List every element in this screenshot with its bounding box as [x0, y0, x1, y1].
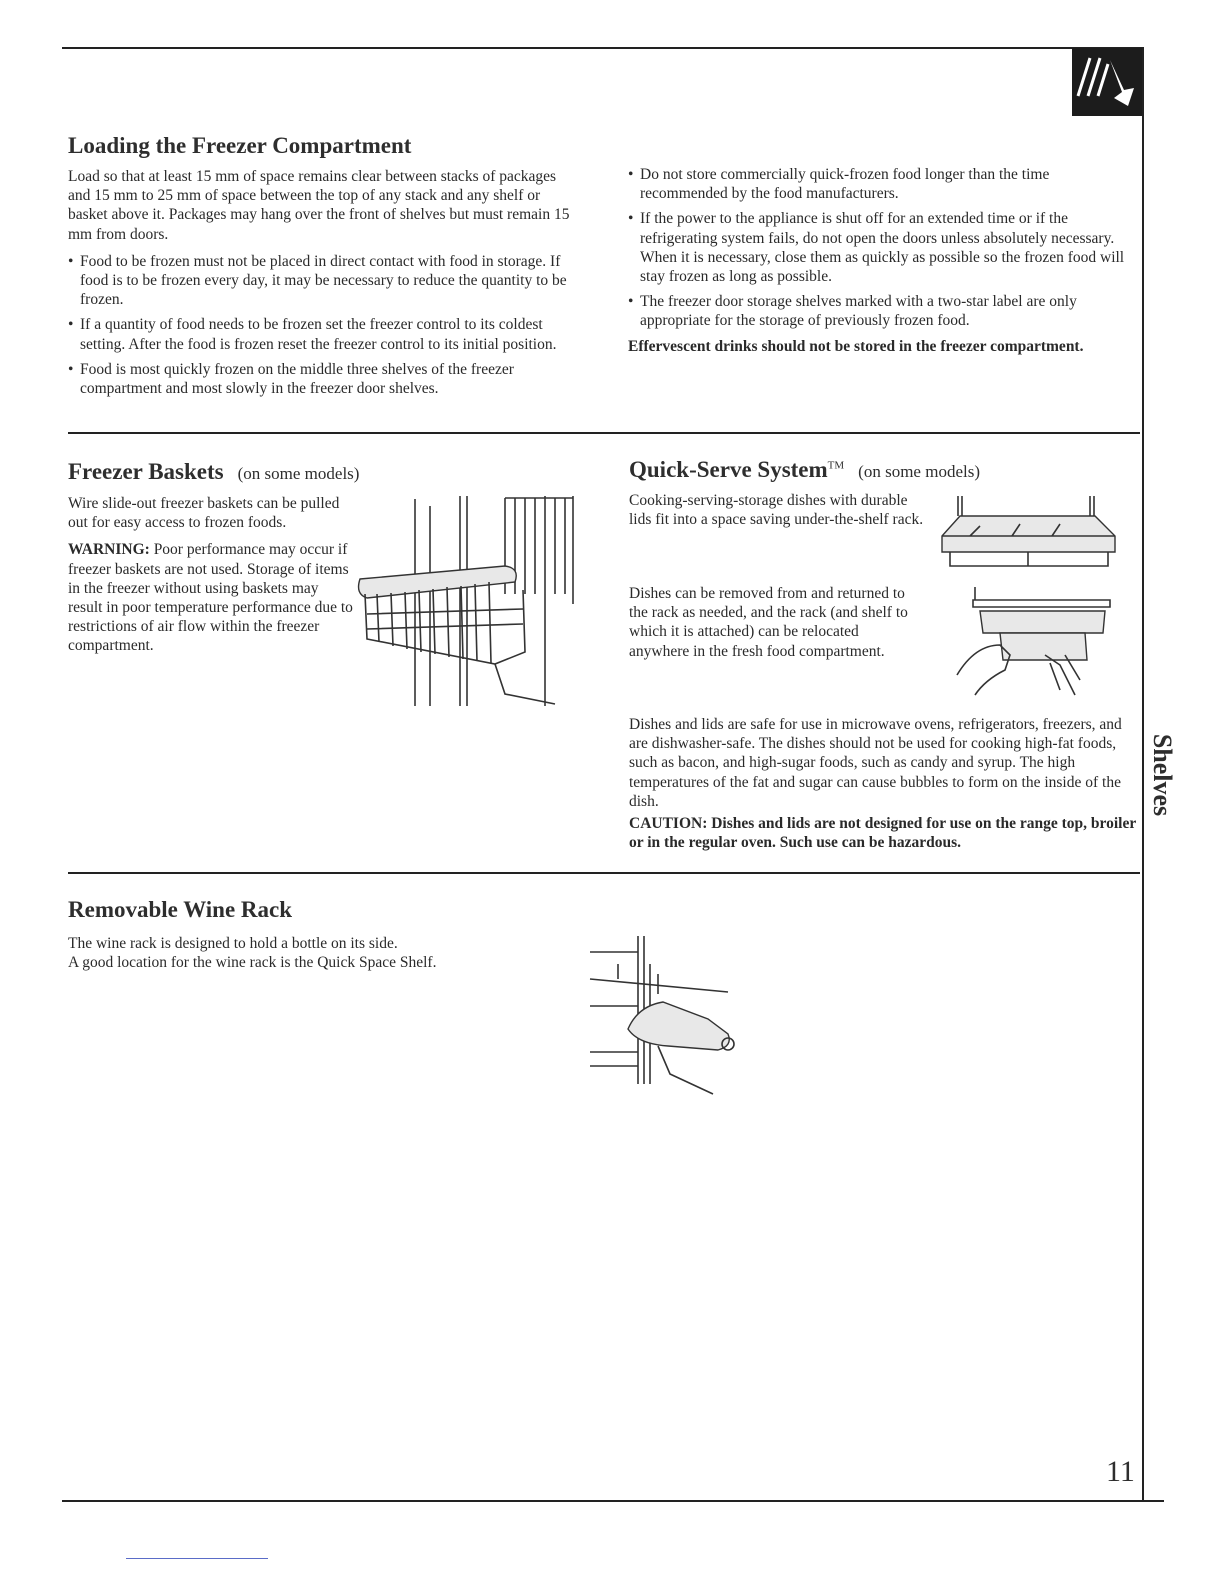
- list-item: • Food is most quickly frozen on the middle three shelves of the freezer compartment and most slowly in the freezer door shelves.: [68, 360, 576, 398]
- loading-right-list: [628, 165, 1136, 331]
- side-section-label: [1143, 720, 1181, 830]
- baskets-text-block: [68, 494, 353, 656]
- loading-right-column: [628, 165, 1136, 356]
- list-item: • If the power to the appliance is shut off for an extended time or if the refrigerating system fails, do not open the doors unless absolutely necessary. When it is necessary, close them as quickly as possible so the frozen food will stay frozen as long as possible.: [628, 209, 1136, 286]
- effervescent-warning: Effervescent drinks should not be stored in the freezer compartment.: [628, 337, 1084, 355]
- bottom-rule: [62, 1500, 1164, 1502]
- quickserve-subtitle: (on some models): [858, 462, 980, 481]
- loading-left-column: [68, 167, 576, 404]
- wine-rack-illustration: [588, 934, 748, 1094]
- baskets-subtitle: (on some models): [237, 464, 360, 483]
- quickserve-p1: Cooking-serving-storage dishes with durable lids fit into a space saving under-the-shelf rack.: [629, 492, 924, 529]
- quickserve-caution: CAUTION: Dishes and lids are not designed for use on the range top, broiler or in the regular oven. Such use can be hazardous.: [629, 815, 1136, 852]
- trademark: TM: [827, 459, 845, 472]
- side-label-text: Shelves: [1148, 733, 1177, 817]
- baskets-text: Wire slide-out freezer baskets can be pulled out for easy access to frozen foods.: [68, 495, 340, 532]
- loading-intro: Load so that at least 15 mm of space remains clear between stacks of packages and 15 mm to 25 mm of space between the top of any stack and any shelf or basket above it. Packages may hang over the front of shelves but must remain 15 mm from doors.: [68, 168, 570, 243]
- divider-1: [68, 432, 1140, 434]
- loading-left-list: [68, 252, 576, 398]
- list-item: • Do not store commercially quick-frozen food longer than the time recommended by the food manufacturers.: [628, 165, 1136, 203]
- freezer-basket-illustration: [355, 494, 585, 709]
- list-item: • If a quantity of food needs to be frozen set the freezer control to its coldest setting. After the food is frozen reset the freezer control to its initial position.: [68, 315, 576, 353]
- page-number: 11: [1106, 1455, 1135, 1488]
- dish-removal-illustration: [955, 585, 1115, 705]
- hand-shelf-icon: [1072, 48, 1142, 116]
- dish-rack-illustration: [940, 494, 1120, 569]
- wine-line-1: The wine rack is designed to hold a bottle on its side.: [68, 935, 398, 952]
- quickserve-p3: Dishes and lids are safe for use in microwave ovens, refrigerators, freezers, and are dishwasher-safe. The dishes should not be used for cooking high-fat foods, such as bacon, and high-sugar foods, such as candy and syrup. The high temperatures of the fat and sugar can cause bubbles to form on the inside of the dish.: [629, 716, 1122, 810]
- quickserve-title: [629, 457, 980, 483]
- list-item: • Food to be frozen must not be placed in direct contact with food in storage. If food is to be frozen every day, it may be necessary to reduce the quantity to be frozen.: [68, 252, 576, 310]
- baskets-title: [68, 459, 359, 485]
- section-tab: [1072, 48, 1142, 116]
- quickserve-p2: Dishes can be removed from and returned to the rack as needed, and the rack (and shelf to which it is attached) can be relocated anywhere in the fresh food compartment.: [629, 585, 908, 660]
- quickserve-title-text: Quick-Serve System: [629, 457, 828, 482]
- list-item: • The freezer door storage shelves marked with a two-star label are only appropriate for the storage of previously frozen food.: [628, 292, 1136, 330]
- top-rule: [62, 47, 1142, 49]
- bottom-short-rule: [126, 1558, 268, 1559]
- baskets-warning-text: Poor performance may occur if freezer baskets are not used. Storage of items in the freezer without using baskets may result in poor temperature performance due to restrictions of air flow within the freezer compartment.: [68, 541, 353, 655]
- wine-line-2: A good location for the wine rack is the Quick Space Shelf.: [68, 954, 437, 971]
- baskets-warning-label: WARNING:: [68, 541, 150, 559]
- baskets-warning: [68, 540, 353, 655]
- wine-title: Removable Wine Rack: [68, 897, 293, 922]
- loading-title: Loading the Freezer Compartment: [68, 133, 412, 158]
- baskets-title-text: Freezer Baskets: [68, 459, 224, 484]
- divider-2: [68, 872, 1140, 874]
